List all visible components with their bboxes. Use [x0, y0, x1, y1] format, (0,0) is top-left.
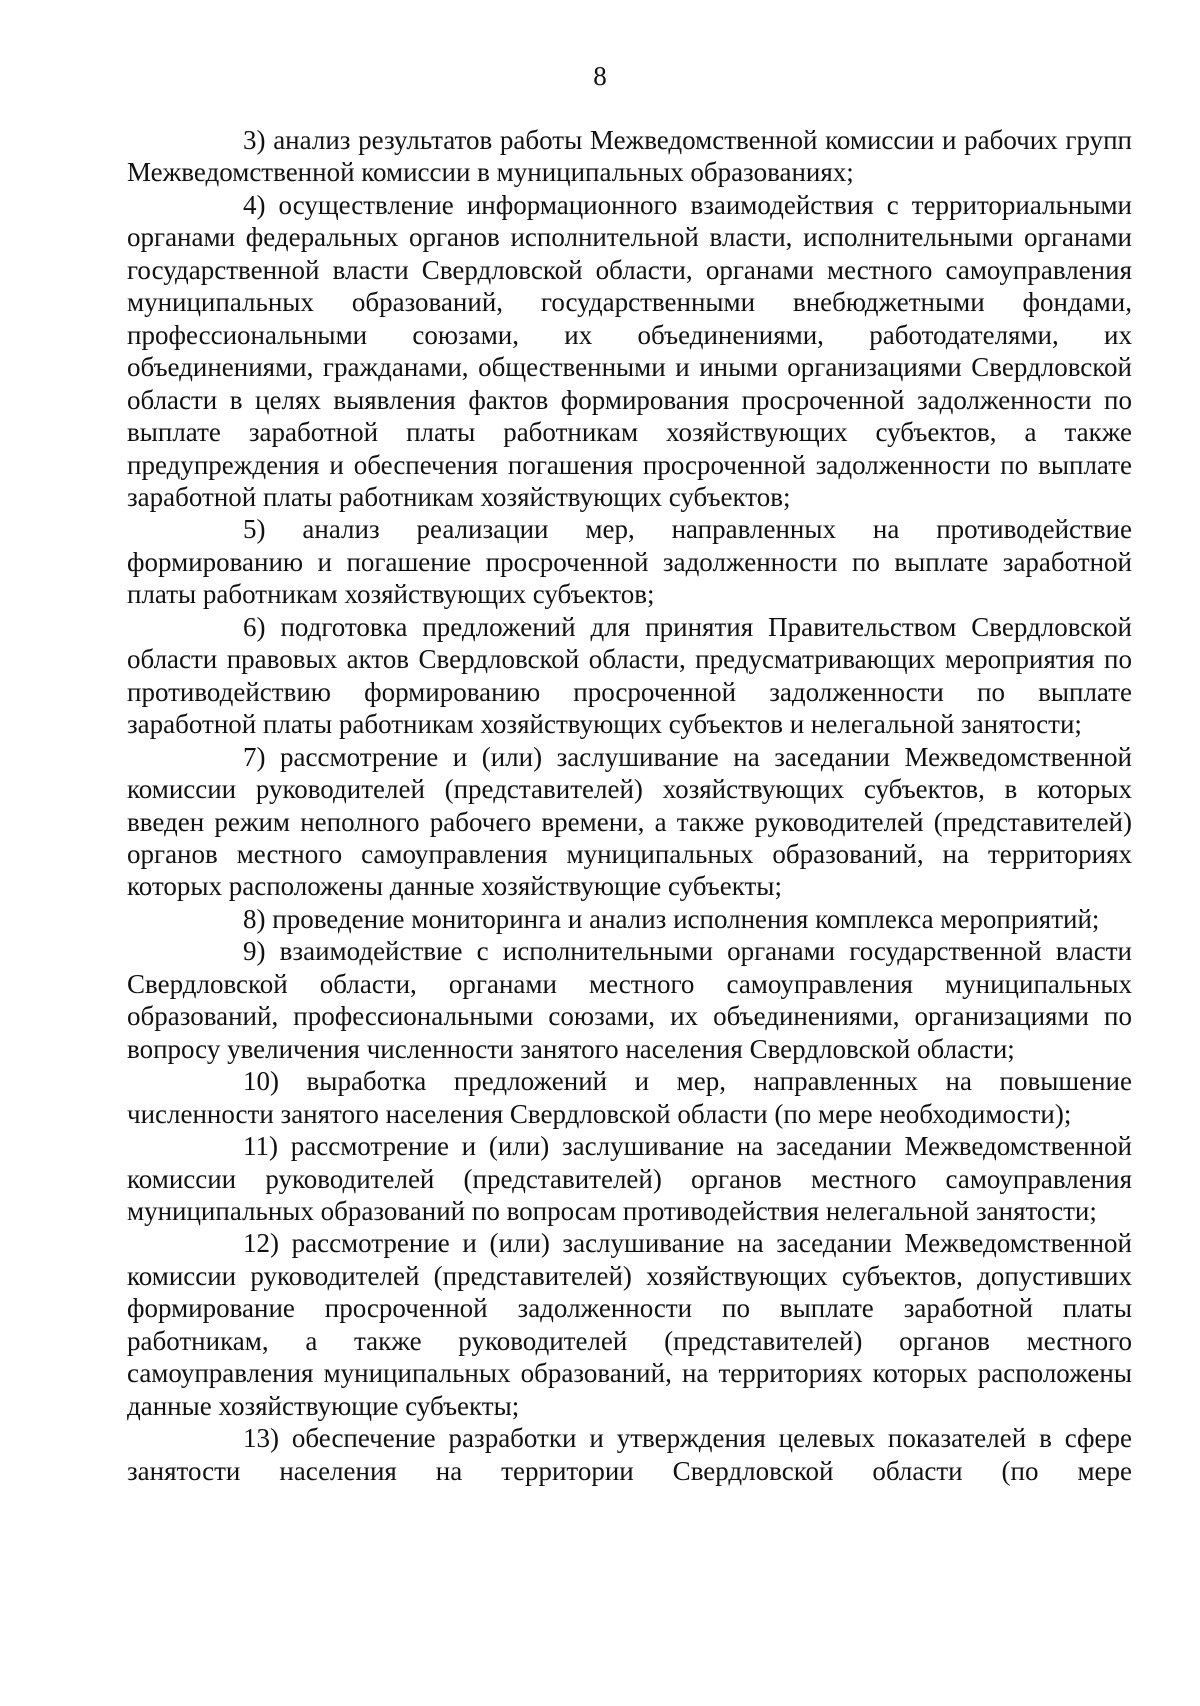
- list-item-10: 10) выработка предложений и мер, направленных на повышение численности занятого населения Свердловской области (по мере необходимости);: [127, 1066, 1132, 1129]
- list-item-4: 4) осуществление информационного взаимодействия с территориальными органами федеральных органов исполнительной власти, исполнительными органами государственной власти Свердловской области, органами местного самоуправления муниципальных образований, государственными внебюджетными фондами, профессиональными союзами, их объединениями, работодателями, их объединениями, гражданами, общественными и иными организациями Свердловской области в целях выявления фактов формирования просроченной задолженности по выплате заработной платы работникам хозяйствующих субъектов, а также предупреждения и обеспечения погашения просроченной задолженности по выплате заработной платы работникам хозяйствующих субъектов;: [127, 189, 1132, 512]
- list-item-11: 11) рассмотрение и (или) заслушивание на заседании Межведомственной комиссии руководителей (представителей) органов местного самоуправления муниципальных образований по вопросам противодействия нелегальной занятости;: [127, 1131, 1132, 1226]
- list-item-13: 13) обеспечение разработки и утверждения целевых показателей в сфере занятости населения на территории Свердловской области (по мере: [127, 1423, 1132, 1486]
- list-item-7: 7) рассмотрение и (или) заслушивание на заседании Межведомственной комиссии руководителей (представителей) хозяйствующих субъектов, в которых введен режим неполного рабочего времени, а также руководителей (представителей) органов местного самоуправления муниципальных образований, на территориях которых расположены данные хозяйствующие субъекты;: [127, 741, 1132, 902]
- list-item-12: 12) рассмотрение и (или) заслушивание на заседании Межведомственной комиссии руководителей (представителей) хозяйствующих субъектов, допустивших формирование просроченной задолженности по выплате заработной платы работникам, а также руководителей (представителей) органов местного самоуправления муниципальных образований, на территориях которых расположены данные хозяйствующие субъекты;: [127, 1228, 1132, 1421]
- page-number: 8: [593, 61, 607, 91]
- list-item-5: 5) анализ реализации мер, направленных на противодействие формированию и погашение просроченной задолженности по выплате заработной платы работникам хозяйствующих субъектов;: [127, 514, 1132, 610]
- list-item-6: 6) подготовка предложений для принятия Правительством Свердловской области правовых актов Свердловской области, предусматривающих мероприятия по противодействию формированию просроченной задолженности по выплате заработной платы работникам хозяйствующих субъектов и нелегальной занятости;: [127, 611, 1132, 740]
- list-item-8: 8) проведение мониторинга и анализ исполнения комплекса мероприятий;: [243, 903, 1100, 934]
- list-item-9: 9) взаимодействие с исполнительными органами государственной власти Свердловской области, органами местного самоуправления муниципальных образований, профессиональными союзами, их объединениями, организациями по вопросу увеличения численности занятого населения Свердловской области;: [127, 936, 1132, 1064]
- list-item-3: 3) анализ результатов работы Межведомственной комиссии и рабочих групп Межведомственной комиссии в муниципальных образованиях;: [127, 125, 1132, 188]
- document-body: [127, 124, 1132, 1487]
